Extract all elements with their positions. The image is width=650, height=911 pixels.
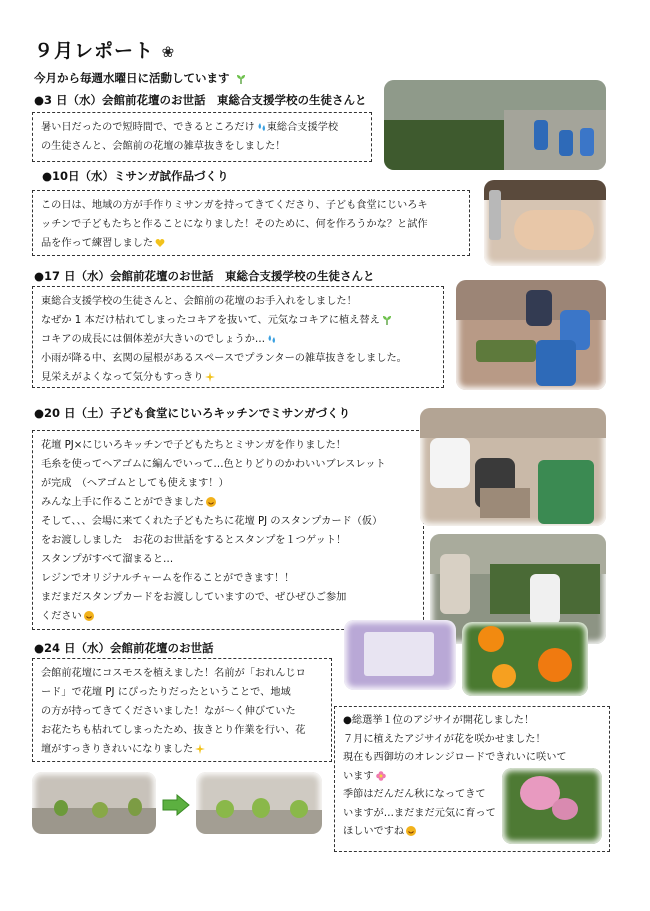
section-20-line: ください bbox=[41, 611, 82, 622]
section-20-line: をお渡ししました お花のお世話をするとスタンプを１つゲット！ bbox=[41, 535, 347, 546]
section-3-heading: ●3 日（水）会館前花壇のお世話 東総合支援学校の生徒さんと bbox=[34, 93, 367, 107]
section-20-line: スタンプがすべて溜まると… bbox=[41, 554, 174, 565]
section-17-line: 小雨が降る中、玄関の屋根があるスペースでプランターの雑草抜きをしました。 bbox=[41, 353, 407, 364]
sparkle-icon bbox=[195, 744, 205, 754]
page-title-text: ９月レポート bbox=[34, 40, 155, 62]
yellow-heart-icon bbox=[155, 238, 165, 248]
note-line: ●総選挙１位のアジサイが開花しました！ bbox=[343, 715, 535, 726]
photo-marigold bbox=[462, 622, 588, 696]
droplet-icon bbox=[267, 334, 277, 344]
intro-label: 今月から毎週水曜日に活動しています bbox=[34, 71, 230, 85]
section-10-heading: ●10日（水）ミサンガ試作品づくり bbox=[42, 169, 229, 183]
note-line: 現在も西御坊のオレンジロードできれいに咲いて bbox=[343, 752, 567, 763]
section-10-line: ッチンで子どもたちと作ることになりました！そのために、何を作ろうかな？と試作 bbox=[41, 219, 428, 230]
photo-planter-weeding bbox=[456, 280, 606, 390]
note-line: いますが…まだまだ元気に育って bbox=[343, 807, 496, 819]
section-3-line: 暑い日だったので短時間で、できるところだけ bbox=[41, 122, 255, 133]
arrow-right-icon bbox=[162, 794, 190, 816]
photo-misanga-trial bbox=[484, 180, 606, 266]
note-line: ほしいですね bbox=[343, 826, 405, 837]
note-line: ７月に植えたアジサイが花を咲かせました！ bbox=[343, 733, 546, 745]
section-17-line: 東総合支援学校の生徒さんと、会館前の花壇のお手入れをしました！ bbox=[41, 296, 357, 307]
section-24-box bbox=[32, 658, 332, 762]
section-17-box bbox=[32, 286, 444, 388]
section-20-box bbox=[32, 430, 424, 630]
photo-stamp-card bbox=[344, 620, 456, 690]
section-24-line: の方が持ってきてくださいました！なが～く伸びていた bbox=[41, 706, 296, 717]
note-line: 季節はだんだん秋になってきて bbox=[343, 789, 486, 800]
sprout-icon bbox=[236, 74, 246, 84]
section-24-line: お花たちも枯れてしまったため、抜きとり作業を行い、花 bbox=[41, 725, 306, 736]
section-24-line: 壇がすっきりきれいになりました bbox=[41, 744, 194, 755]
section-20-line: まだまだスタンプカードをお渡ししていますので、ぜひぜひご参加 bbox=[41, 592, 347, 603]
section-17-heading: ●17 日（水）会館前花壇のお世話 東総合支援学校の生徒さんと bbox=[34, 269, 375, 283]
pink-flower-icon bbox=[376, 771, 386, 781]
section-20-line: が完成 （ヘアゴムとしても使えます！） bbox=[41, 478, 229, 489]
smile-icon bbox=[406, 826, 416, 836]
intro-text bbox=[34, 70, 246, 86]
page-title bbox=[34, 36, 175, 63]
section-20-line: みんな上手に作ることができました bbox=[41, 497, 204, 508]
section-20-line: 花壇 PJ×にじいろキッチンで子どもたちとミサンガを作りました！ bbox=[41, 440, 346, 451]
section-10-box bbox=[32, 190, 470, 256]
section-3-line-tail: 東総合支援学校 bbox=[266, 122, 339, 133]
section-10-line: 品を作って練習しました bbox=[41, 238, 154, 249]
sparkle-icon bbox=[205, 372, 215, 382]
section-24-heading: ●24 日（水）会館前花壇のお世話 bbox=[34, 641, 214, 655]
droplet-icon bbox=[257, 122, 267, 132]
section-20-heading: ●20 日（土）子ども食堂にじいろキッチンでミサンガづくり bbox=[34, 406, 351, 420]
section-17-line: 見栄えがよくなって気分もすっきり bbox=[41, 372, 204, 383]
flower-icon: ❀ bbox=[161, 43, 176, 61]
photo-misanga-workshop bbox=[420, 408, 606, 526]
section-17-line: コキアの成長には個体差が大きいのでしょうか… bbox=[41, 334, 266, 345]
photo-after bbox=[196, 772, 322, 834]
section-24-line: ード」で花壇 PJ にぴったりだったということで、地域 bbox=[41, 687, 291, 698]
section-24-line: 会館前花壇にコスモスを植えました！名前が「おれんじロ bbox=[41, 668, 306, 679]
photo-before bbox=[32, 772, 156, 834]
photo-flowerbed-weeding bbox=[384, 80, 606, 170]
section-20-line: そして、、、会場に来てくれた子どもたちに花壇 PJ のスタンプカード（仮） bbox=[41, 516, 383, 527]
section-3-line: の生徒さんと、会館前の花壇の雑草抜きをしました！ bbox=[41, 141, 286, 152]
sprout-icon bbox=[382, 315, 392, 325]
section-17-line: なぜか 1 本だけ枯れてしまったコキアを抜いて、元気なコキアに植え替え bbox=[41, 315, 380, 326]
section-3-box bbox=[32, 112, 372, 162]
photo-hydrangea bbox=[502, 768, 602, 844]
section-20-line: 毛糸を使ってヘアゴムに編んでいって…色とりどりのかわいいブレスレット bbox=[41, 459, 386, 470]
smile-icon bbox=[84, 611, 94, 621]
section-20-line: レジンでオリジナルチャームを作ることができます！！ bbox=[41, 573, 295, 584]
section-10-line: この日は、地域の方が手作りミサンガを持ってきてくださり、子ども食堂にじいろキ bbox=[41, 200, 428, 211]
note-line: います bbox=[343, 770, 374, 782]
smile-icon bbox=[206, 497, 216, 507]
